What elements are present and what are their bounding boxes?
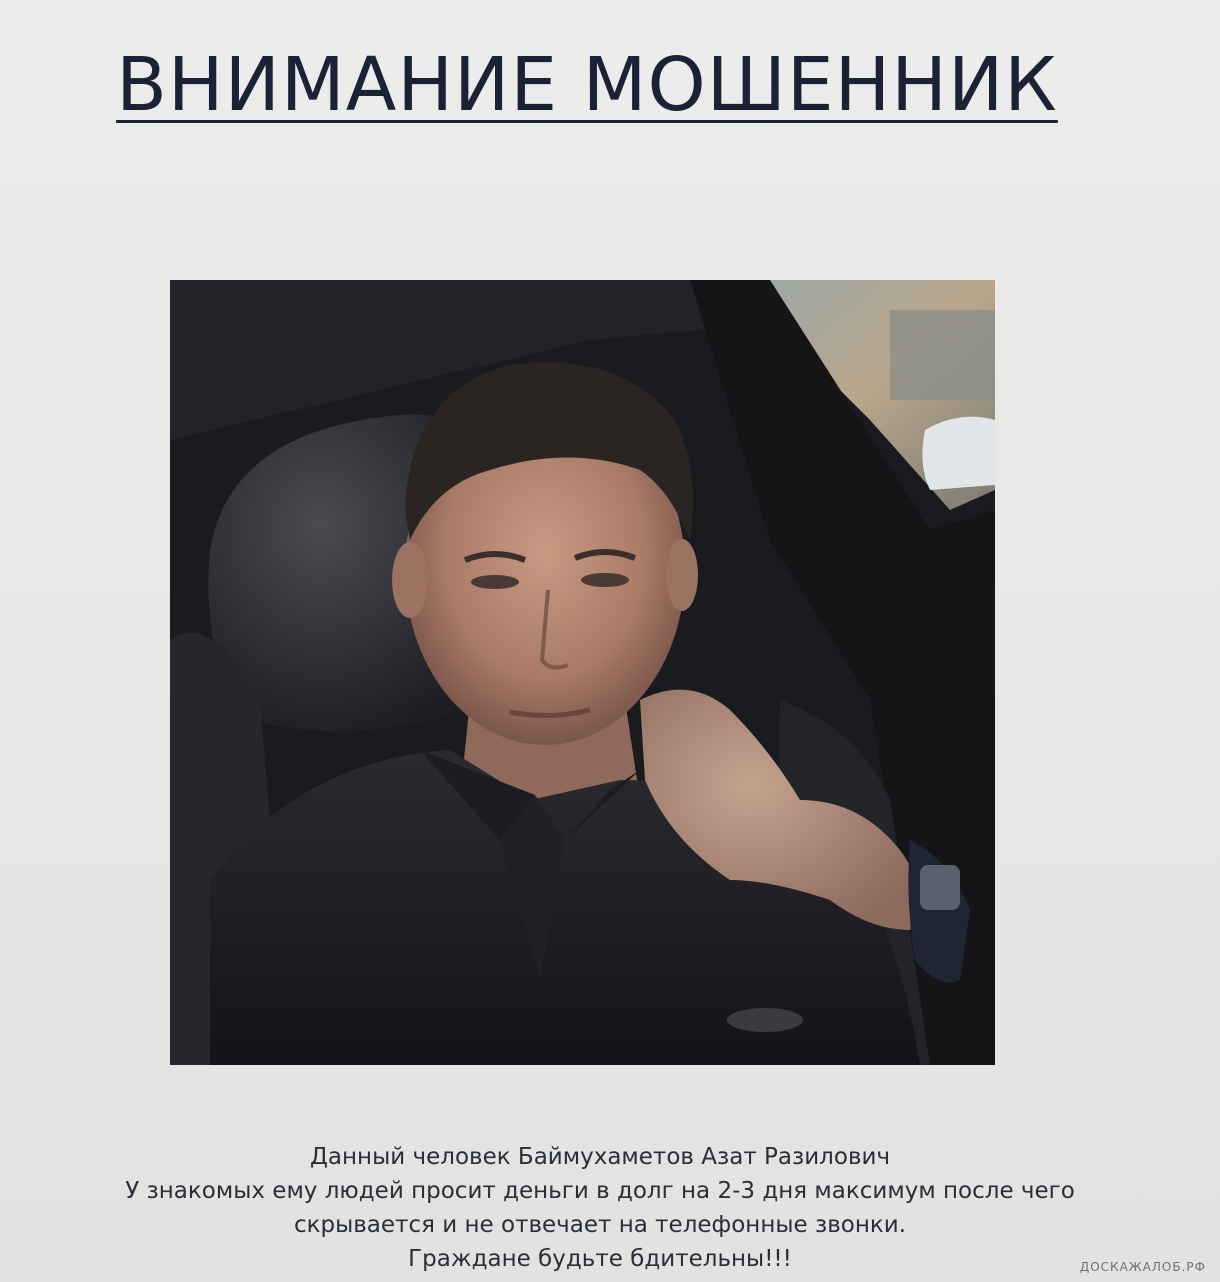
caption-line-warning: Граждане будьте бдительны!!! [408, 1246, 792, 1272]
caption-line-name: Данный человек Баймухаметов Азат Разилович [309, 1144, 891, 1170]
site-watermark: ДОСКАЖАЛОБ.РФ [1079, 1260, 1206, 1274]
caption-line-description-continued: скрывается и не отвечает на телефонные звонки. [293, 1212, 907, 1238]
caption-line-description: У знакомых ему людей просит деньги в долг на 2-3 дня максимум после чего [125, 1178, 1075, 1204]
portrait-photo [170, 280, 995, 1065]
poster-headline: ВНИМАНИЕ МОШЕННИК [116, 42, 1058, 128]
poster-caption [60, 1140, 1140, 1276]
